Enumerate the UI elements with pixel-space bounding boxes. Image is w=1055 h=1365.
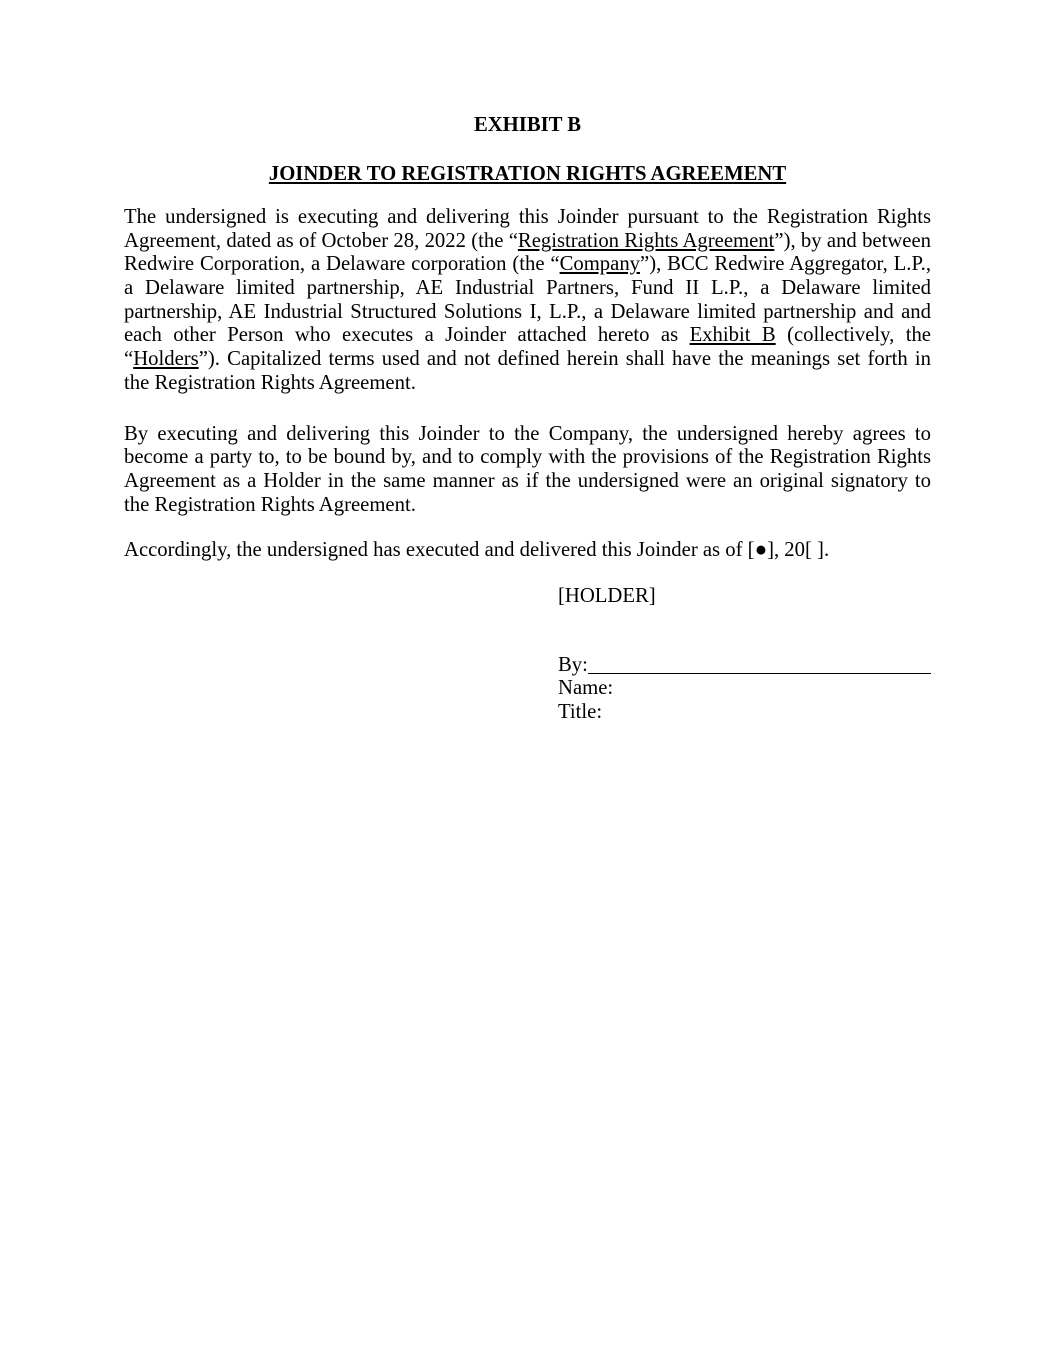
signature-by-row xyxy=(558,654,931,678)
paragraph-recitals xyxy=(124,206,931,396)
by-label: By: xyxy=(558,653,588,676)
paragraph-recitals-text-1: The undersigned is executing and delivering this Joinder pursuant to the Registration Rights Agreement, dated as of October 28, 2022 (the “ xyxy=(124,205,931,252)
name-label: Name: xyxy=(558,677,614,700)
signature-line xyxy=(588,654,931,674)
defined-term-exhibit-b: Exhibit B xyxy=(689,324,776,347)
defined-term-holders: Holders xyxy=(133,348,199,371)
paragraph-execution: Accordingly, the undersigned has executed and delivered this Joinder as of [●], 20[ ]. xyxy=(124,539,830,562)
defined-term-registration-rights-agreement: Registration Rights Agreement xyxy=(517,229,775,252)
document-title: JOINDER TO REGISTRATION RIGHTS AGREEMENT xyxy=(268,163,787,186)
exhibit-heading: EXHIBIT B xyxy=(473,114,582,136)
signature-block xyxy=(558,654,931,725)
document-content xyxy=(124,114,931,725)
defined-term-company: Company xyxy=(559,253,641,276)
paragraph-recitals-text-2: ”), by and between Redwire Corporation, a Delaware corporation (the “ xyxy=(124,229,931,276)
paragraph-recitals-text-4: (collectively, the “ xyxy=(124,324,931,371)
holder-label: [HOLDER] xyxy=(558,585,656,608)
paragraph-agreement: By executing and delivering this Joinder to the Company, the undersigned hereby agrees to become a party to, to be bound by, and to comply with the provisions of the Registration Rights Agreement as a Holder in the same manner as if the undersigned were an original signatory to the Registration Rights Agreement. xyxy=(124,422,931,516)
title-label: Title: xyxy=(558,701,603,724)
paragraph-recitals-text-3: ”), BCC Redwire Aggregator, L.P., a Delaware limited partnership, AE Industrial Partners, Fund II L.P., a Delaware limited partnership, AE Industrial Structured Solutions I, L.P., a Delaware limited partnership and and each other Person who executes a Joinder attached hereto as xyxy=(124,253,931,347)
paragraph-recitals-text-5: ”). Capitalized terms used and not defined herein shall have the meanings set forth in the Registration Rights Agreement. xyxy=(124,348,931,394)
signature-area xyxy=(558,585,931,725)
